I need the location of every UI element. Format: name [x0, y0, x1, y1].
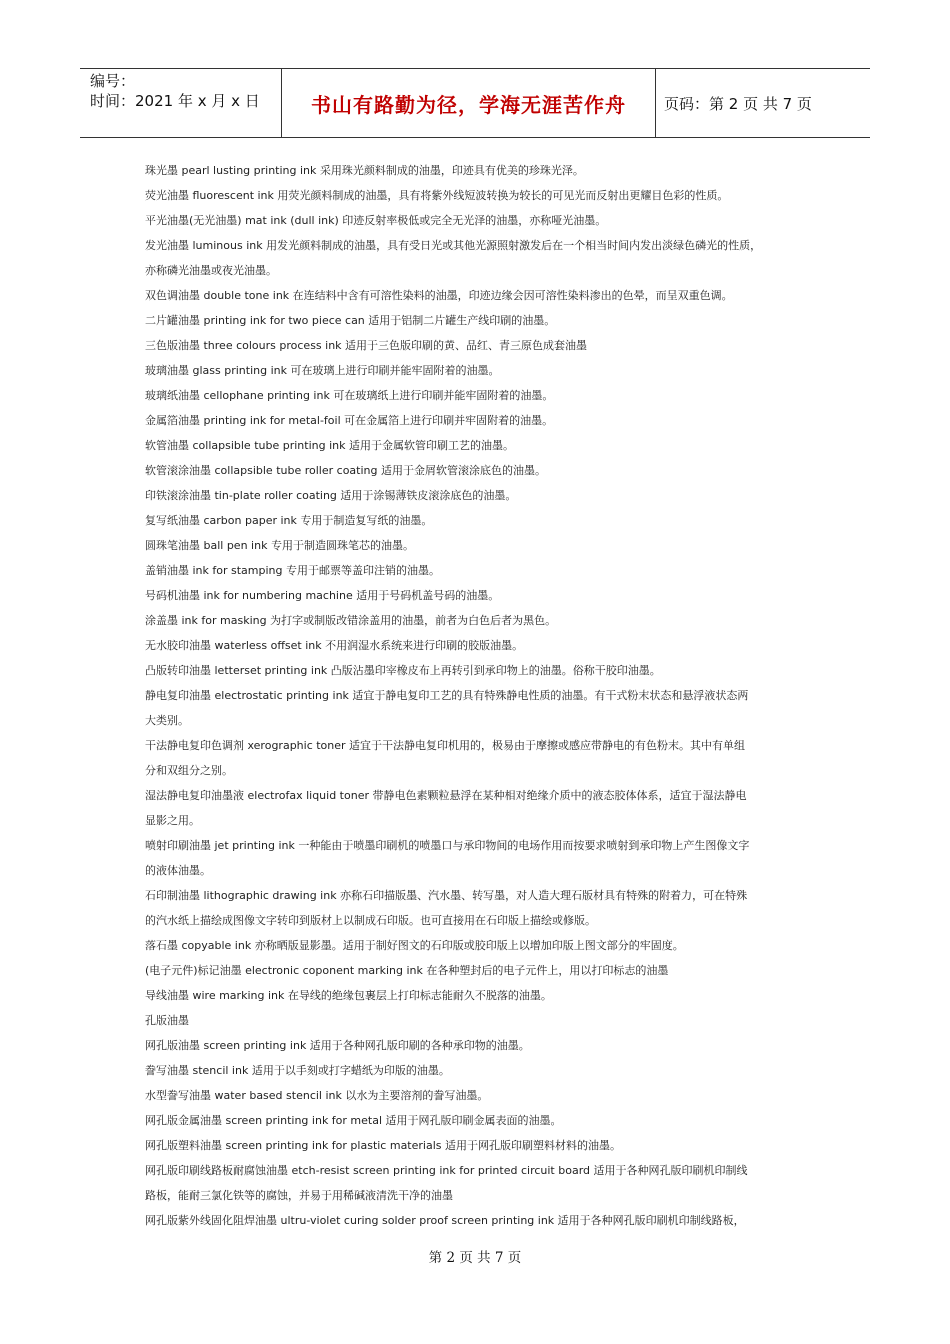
glossary-line: 网孔版塑料油墨 screen printing ink for plastic materials 适用于网孔版印刷塑料材料的油墨。	[145, 1139, 621, 1152]
glossary-line: 水型誊写油墨 water based stencil ink 以水为主要溶剂的誊写油墨。	[145, 1089, 489, 1102]
glossary-line: 大类别。	[145, 714, 189, 727]
glossary-line: 路板，能耐三氯化铁等的腐蚀，并易于用稀碱液清洗干净的油墨	[145, 1189, 453, 1202]
glossary-line: 三色版油墨 three colours process ink 适用于三色版印刷的黄、品红、青三原色成套油墨	[145, 339, 588, 352]
glossary-line: 落石墨 copyable ink 亦称晒版显影墨。适用于制好图文的石印版或胶印版上以增加印版上图文部分的牢固度。	[145, 939, 684, 952]
glossary-line: 圆珠笔油墨 ball pen ink 专用于制造圆珠笔芯的油墨。	[145, 539, 414, 552]
document-number: 编号：	[90, 72, 136, 90]
glossary-line: 网孔版紫外线固化阻焊油墨 ultru-violet curing solder proof screen printing ink 适用于各种网孔版印刷机印制线路板，	[145, 1214, 745, 1227]
glossary-line: 软管油墨 collapsible tube printing ink 适用于金属软管印刷工艺的油墨。	[145, 439, 514, 452]
glossary-line: 孔版油墨	[145, 1014, 189, 1027]
glossary-line: 软管滚涂油墨 collapsible tube roller coating 适用于金屑软管滚涂底色的油墨。	[145, 464, 546, 477]
glossary-line: 发光油墨 luminous ink 用发光颜料制成的油墨，具有受日光或其他光源照射激发后在一个相当时间内发出淡绿色磷光的性质，	[145, 239, 762, 252]
header-motto: 书山有路勤为径，学海无涯苦作舟	[282, 69, 656, 137]
glossary-line: 荧光油墨 fluorescent ink 用荧光颜料制成的油墨，具有将紫外线短波转换为较长的可见光而反射出更耀目色彩的性质。	[145, 189, 729, 202]
glossary-content	[145, 158, 815, 1233]
glossary-line: 显影之用。	[145, 814, 200, 827]
document-date: 时间：2021 年 x 月 x 日	[90, 92, 260, 110]
glossary-line: 网孔版油墨 screen printing ink 适用于各种网孔版印刷的各种承印物的油墨。	[145, 1039, 530, 1052]
glossary-line: 静电复印油墨 electrostatic printing ink 适宜于静电复印工艺的具有特殊静电性质的油墨。有干式粉末状态和悬浮液状态两	[145, 689, 749, 702]
glossary-line: 分和双组分之别。	[145, 764, 233, 777]
glossary-line: 复写纸油墨 carbon paper ink 专用于制造复写纸的油墨。	[145, 514, 433, 527]
glossary-line: 二片罐油墨 printing ink for two piece can 适用于铝制二片罐生产线印刷的油墨。	[145, 314, 556, 327]
header-page-number: 页码：第 2 页 共 7 页	[664, 94, 812, 113]
page-header	[80, 68, 870, 138]
page-footer: 第 2 页 共 7 页	[428, 1250, 522, 1266]
glossary-line: 石印制油墨 lithographic drawing ink 亦称石印描版墨、汽水墨、转写墨，对人造大理石版材具有特殊的附着力，可在特殊	[145, 889, 748, 902]
glossary-line: 玻璃纸油墨 cellophane printing ink 可在玻璃纸上进行印刷并能牢固附着的油墨。	[145, 389, 554, 402]
glossary-line: 无水胶印油墨 waterless offset ink 不用润湿水系统来进行印刷的胶版油墨。	[145, 639, 524, 652]
glossary-line: 亦称磷光油墨或夜光油墨。	[145, 264, 277, 277]
glossary-line: 涂盖墨 ink for masking 为打字或制版改错涂盖用的油墨，前者为白色后者为黑色。	[145, 614, 557, 627]
glossary-line: 金属箔油墨 printing ink for metal-foil 可在金属箔上进行印刷并牢固附着的油墨。	[145, 414, 554, 427]
glossary-line: 网孔版印刷线路板耐腐蚀油墨 etch-resist screen printing ink for printed circuit board 适用于各种网孔版印刷机印制线	[145, 1164, 748, 1177]
glossary-line: 的液体油墨。	[145, 864, 211, 877]
glossary-line: 双色调油墨 double tone ink 在连结料中含有可溶性染料的油墨，印迹边缘会因可溶性染料渗出的色晕，而呈双重色调。	[145, 289, 733, 302]
glossary-line: 誊写油墨 stencil ink 适用于以手刻或打字蜡纸为印版的油墨。	[145, 1064, 450, 1077]
glossary-line: (电子元件)标记油墨 electronic coponent marking ink 在各种塑封后的电子元件上，用以打印标志的油墨	[145, 964, 669, 977]
glossary-line: 凸版转印油墨 letterset printing ink 凸版沾墨印宰橡皮布上再转引到承印物上的油墨。俗称干胶印油墨。	[145, 664, 661, 677]
header-meta	[80, 69, 282, 137]
glossary-line: 喷射印刷油墨 jet printing ink 一种能由于喷墨印刷机的喷墨口与承印物间的电场作用而按要求喷射到承印物上产生图像文字	[145, 839, 750, 852]
glossary-line: 网孔版金属油墨 screen printing ink for metal 适用于网孔版印刷金属表面的油墨。	[145, 1114, 562, 1127]
glossary-line: 玻璃油墨 glass printing ink 可在玻璃上进行印刷并能牢固附着的油墨。	[145, 364, 500, 377]
glossary-line: 的汽水纸上描绘成图像文字转印到版材上以制成石印版。也可直接用在石印版上描绘或修版。	[145, 914, 596, 927]
glossary-line: 干法静电复印色调剂 xerographic toner 适宜于干法静电复印机用的，极易由于摩擦或感应带静电的有色粉末。其中有单组	[145, 739, 746, 752]
glossary-line: 盖销油墨 ink for stamping 专用于邮票等盖印注销的油墨。	[145, 564, 441, 577]
glossary-line: 导线油墨 wire marking ink 在导线的绝缘包裹层上打印标志能耐久不脱落的油墨。	[145, 989, 552, 1002]
glossary-line: 湿法静电复印油墨液 electrofax liquid toner 带静电色素颗粒悬浮在某种相对绝缘介质中的液态胶体体系，适宜于湿法静电	[145, 789, 747, 802]
glossary-line: 印铁滚涂油墨 tin-plate roller coating 适用于涂锡薄铁皮滚涂底色的油墨。	[145, 489, 517, 502]
glossary-line: 平光油墨(无光油墨) mat ink (dull ink) 印迹反射率极低或完全无光泽的油墨，亦称哑光油墨。	[145, 214, 607, 227]
glossary-line: 珠光墨 pearl lusting printing ink 采用珠光颜料制成的油墨，印迹具有优美的珍珠光泽。	[145, 164, 584, 177]
glossary-line: 号码机油墨 ink for numbering machine 适用于号码机盖号码的油墨。	[145, 589, 500, 602]
